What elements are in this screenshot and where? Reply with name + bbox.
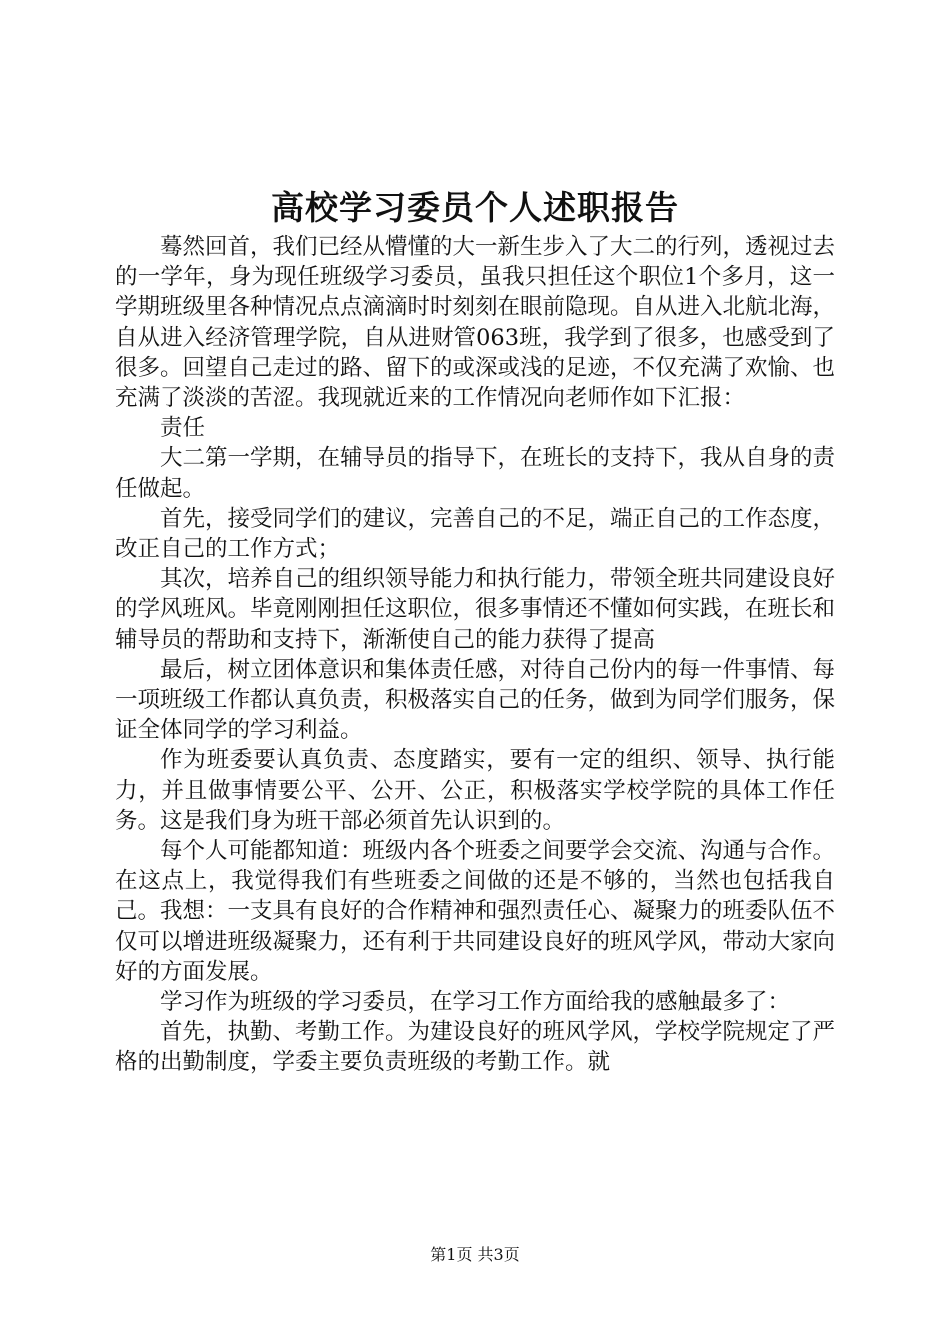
paragraph: 最后，树立团体意识和集体责任感，对待自己份内的每一件事情、每一项班级工作都认真负责，积极落实自己的任务，做到为同学们服务，保证全体同学的学习利益。 (115, 656, 836, 744)
section-heading-responsibility: 责任 (160, 415, 206, 442)
paragraph: 大二第一学期，在辅导员的指导下，在班长的支持下，我从自身的责任做起。 (115, 445, 836, 502)
paragraph: 其次，培养自己的组织领导能力和执行能力，带领全班共同建设良好的学风班风。毕竟刚刚担任这职位，很多事情还不懂如何实践，在班长和辅导员的帮助和支持下，渐渐使自己的能力获得了提高 (115, 566, 836, 653)
paragraph: 每个人可能都知道：班级内各个班委之间要学会交流、沟通与合作。在这点上，我觉得我们有些班委之间做的还是不够的，当然也包括我自己。我想：一支具有良好的合作精神和强烈责任心、凝聚力的班委队伍不仅可以增进班级凝聚力，还有利于共同建设良好的班风学风，带动大家向好的方面发展。 (115, 838, 836, 985)
document-title: 高校学习委员个人述职报告 (271, 188, 679, 227)
paragraph: 首先，接受同学们的建议，完善自己的不足，端正自己的工作态度，改正自己的工作方式； (115, 505, 836, 563)
paragraph: 首先，执勤、考勤工作。为建设良好的班风学风，学校学院规定了严格的出勤制度，学委主要负责班级的考勤工作。就 (115, 1019, 836, 1076)
document-body (115, 232, 835, 1078)
paragraph-intro: 蓦然回首，我们已经从懵懂的大一新生步入了大二的行列，透视过去的一学年，身为现任班级学习委员，虽我只担任这个职位1个多月，这一学期班级里各种情况点点滴滴时时刻刻在眼前隐现。自从进入北航北海，自从进入经济管理学院，自从进财管063班，我学到了很多，也感受到了很多。回望自己走过的路、留下的或深或浅的足迹，不仅充满了欢愉、也充满了淡淡的苦涩。我现就近来的工作情况向老师作如下汇报： (115, 234, 836, 412)
paragraph: 作为班委要认真负责、态度踏实，要有一定的组织、领导、执行能力，并且做事情要公平、公开、公正，积极落实学校学院的具体工作任务。这是我们身为班干部必须首先认识到的。 (115, 747, 835, 834)
paragraph: 学习作为班级的学习委员，在学习工作方面给我的感触最多了： (160, 989, 791, 1016)
page-number-footer: 第1页 共3页 (430, 1245, 520, 1264)
